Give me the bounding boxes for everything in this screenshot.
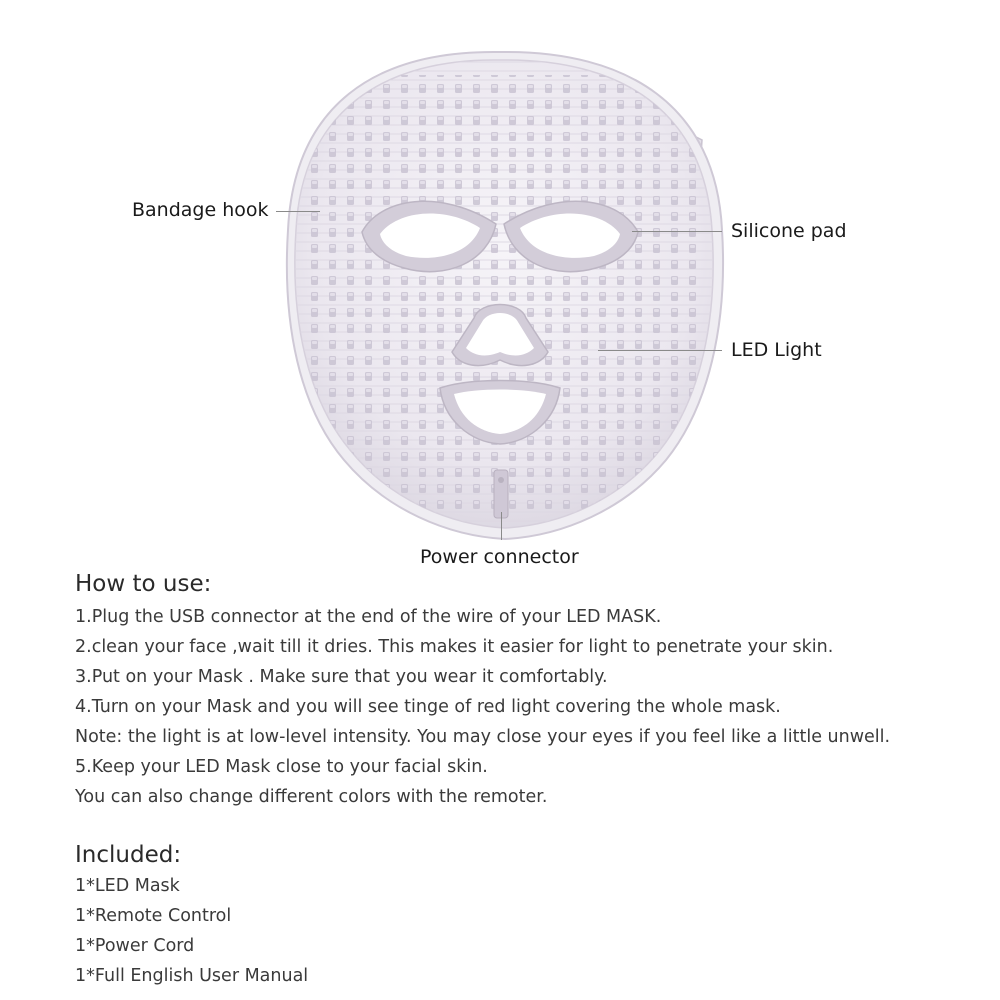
how-to-use-step: 3.Put on your Mask . Make sure that you wear it comfortably. <box>75 667 608 687</box>
how-to-use-step: You can also change different colors with the remoter. <box>75 787 548 807</box>
included-item: 1*Power Cord <box>75 936 195 956</box>
how-to-use-title: How to use: <box>75 571 212 597</box>
how-to-use-step: 2.clean your face ,wait till it dries. This makes it easier for light to penetrate your skin. <box>75 637 834 657</box>
callout-bandage-hook: Bandage hook <box>132 199 269 221</box>
how-to-use-note: Note: the light is at low-level intensity. You may close your eyes if you feel like a little unwell. <box>75 727 891 747</box>
leader-silicone-pad <box>632 231 722 232</box>
leader-power-connector <box>501 512 502 540</box>
how-to-use-step: 5.Keep your LED Mask close to your facial skin. <box>75 757 488 777</box>
leader-bandage-hook <box>276 211 320 212</box>
included-item: 1*LED Mask <box>75 876 180 896</box>
how-to-use-step: 4.Turn on your Mask and you will see tinge of red light covering the whole mask. <box>75 697 781 717</box>
callout-power-connector: Power connector <box>420 546 579 568</box>
included-item: 1*Full English User Manual <box>75 966 309 986</box>
included-title: Included: <box>75 842 182 868</box>
callout-silicone-pad: Silicone pad <box>731 220 847 242</box>
how-to-use-step: 1.Plug the USB connector at the end of the wire of your LED MASK. <box>75 607 662 627</box>
callout-led-light: LED Light <box>731 339 822 361</box>
leader-led-light <box>598 350 722 351</box>
included-item: 1*Remote Control <box>75 906 232 926</box>
